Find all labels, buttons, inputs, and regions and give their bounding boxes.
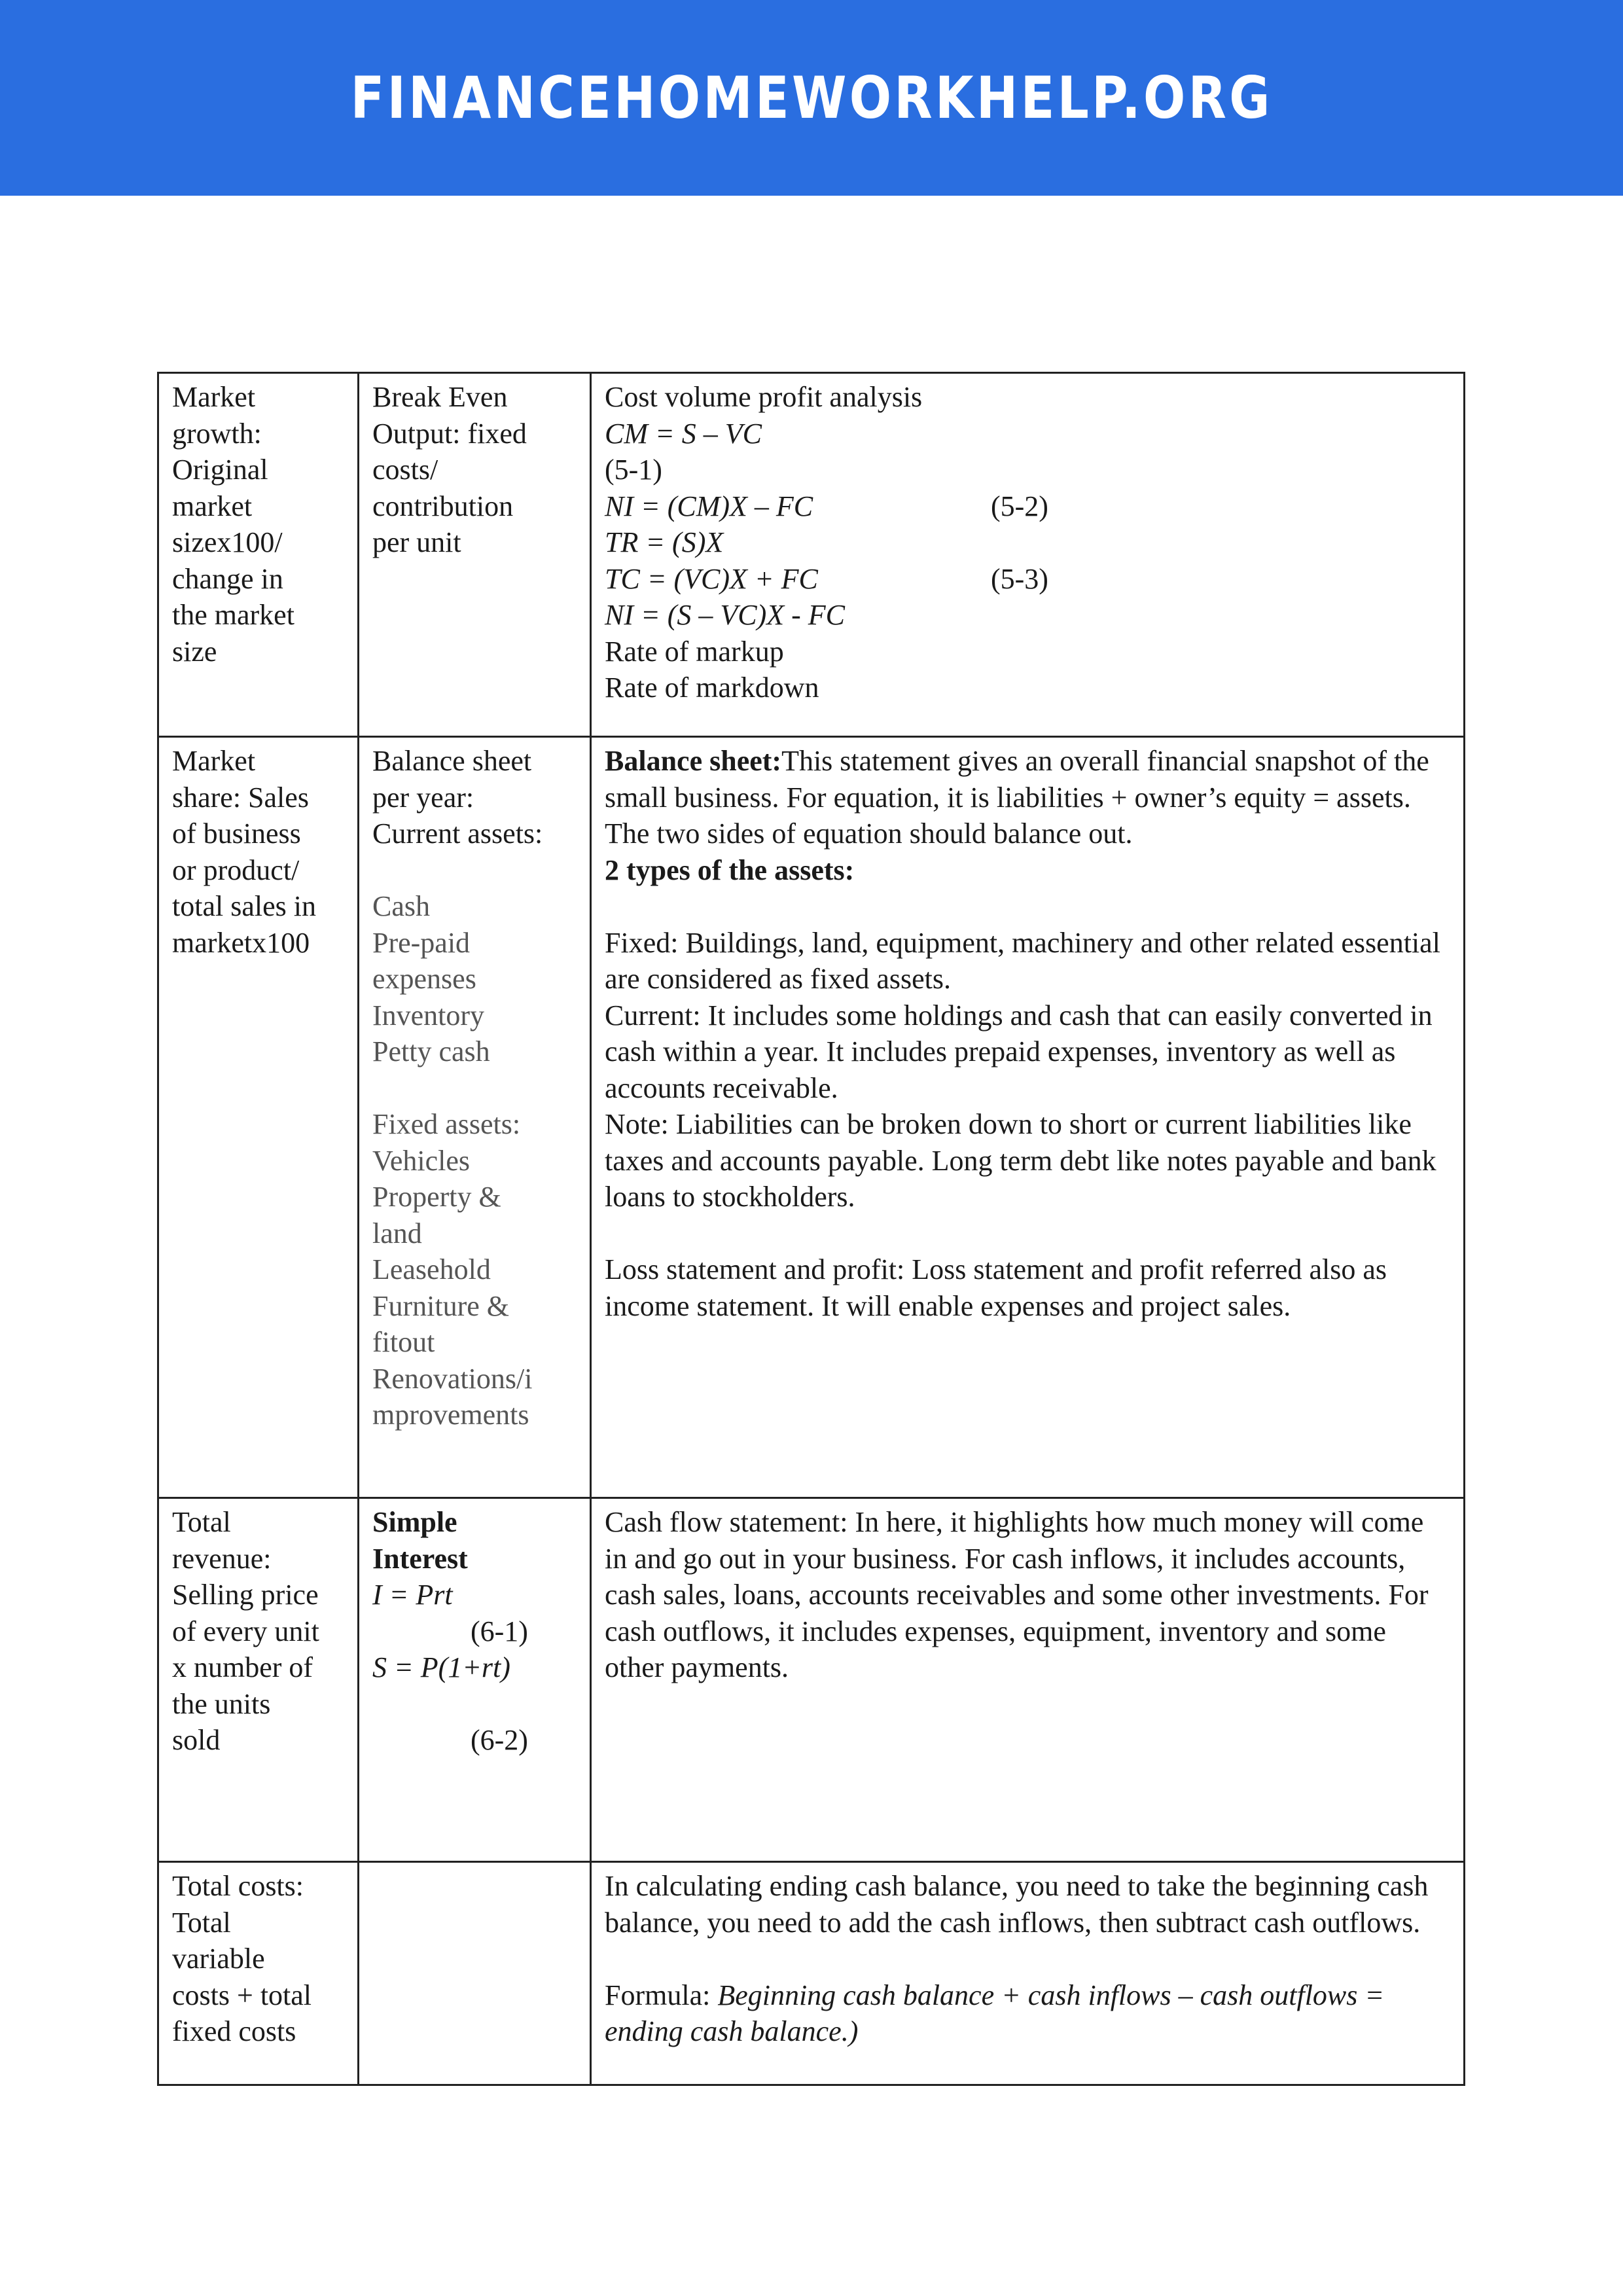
balance-sheet-paragraph [605, 743, 1450, 852]
text-line: sizex100/ [172, 526, 283, 558]
equation-row [605, 561, 1450, 598]
equation-number: (5-1) [605, 454, 662, 486]
text-line: growth: [172, 417, 262, 450]
list-item: expenses [372, 963, 476, 995]
cell-break-even [359, 373, 591, 737]
list-item: Pre-paid [372, 926, 471, 959]
table-row [158, 1498, 1465, 1862]
list-item: Renovations/i [372, 1362, 533, 1395]
equation-tr: TR = (S)X [605, 526, 724, 558]
list-item: land [372, 1217, 422, 1249]
cell-cash-flow-statement [591, 1498, 1465, 1862]
table-row [158, 1862, 1465, 2085]
text-line: costs + total [172, 1979, 312, 2011]
equation-ni: NI = (CM)X – FC [605, 490, 813, 522]
text-line: of business [172, 817, 301, 850]
cell-cost-volume-profit [591, 373, 1465, 737]
current-assets-paragraph: Current: It includes some holdings and cash that can easily converted in cash within a year. It includes prepaid expenses, inventory as well as accounts receivable. [605, 999, 1433, 1104]
text-line: per year: [372, 781, 474, 814]
cell-market-growth [158, 373, 359, 737]
equation-interest: I = Prt [372, 1579, 453, 1611]
cell-balance-sheet-list [359, 737, 591, 1498]
spacer [605, 1941, 1450, 1977]
list-item: Inventory [372, 999, 485, 1031]
asset-types-heading: 2 types of the assets: [605, 853, 855, 886]
list-item: Vehicles [372, 1144, 471, 1177]
site-title: FINANCEHOMEWORKHELP.ORG [350, 63, 1273, 132]
list-item: Cash [372, 890, 430, 922]
text-line: of every unit [172, 1615, 319, 1647]
table-row [158, 373, 1465, 737]
simple-interest-heading: Interest [372, 1542, 468, 1575]
text-line: Total [172, 1906, 231, 1939]
ending-cash-paragraph: In calculating ending cash balance, you need to take the beginning cash balance, you need to add the cash inflows, then subtract cash outflows. [605, 1870, 1429, 1939]
list-item: Petty cash [372, 1035, 490, 1067]
text-line: the market [172, 599, 294, 631]
text-line: marketx100 [172, 926, 310, 959]
formula-label: Formula: [605, 1979, 718, 2011]
equation-cm: CM = S – VC [605, 417, 762, 450]
balance-sheet-label: Balance sheet: [605, 745, 782, 777]
text-line: total sales in [172, 890, 316, 922]
equation-row [605, 488, 1450, 525]
liabilities-note-paragraph: Note: Liabilities can be broken down to short or current liabilities like taxes and accounts payable. Long term debt like notes payable and bank loans to stockholders. [605, 1108, 1436, 1213]
text-line: Output: fixed [372, 417, 527, 450]
equation-number: (5-2) [991, 490, 1048, 522]
cell-empty [359, 1862, 591, 2085]
text-line: market [172, 490, 253, 522]
spacer [372, 1070, 577, 1107]
rate-of-markup: Rate of markup [605, 635, 784, 668]
table-row [158, 737, 1465, 1498]
spacer [372, 1686, 577, 1723]
text-line: the units [172, 1687, 271, 1720]
text-line: contribution [372, 490, 514, 522]
text-line: per unit [372, 526, 461, 558]
list-item: Property & [372, 1181, 501, 1213]
text-line: Selling price [172, 1579, 319, 1611]
text-line: Total costs: [172, 1870, 304, 1902]
list-item: fitout [372, 1326, 435, 1358]
finance-formula-table [157, 372, 1465, 2086]
equation-sum: S = P(1+rt) [372, 1651, 510, 1683]
equation-tc: TC = (VC)X + FC [605, 562, 818, 595]
simple-interest-heading: Simple [372, 1506, 457, 1538]
equation-number: (5-3) [991, 562, 1048, 595]
fixed-assets-paragraph: Fixed: Buildings, land, equipment, machinery and other related essential are considered as fixed assets. [605, 926, 1440, 995]
list-item: Furniture & [372, 1289, 509, 1322]
text-line: change in [172, 562, 283, 595]
list-item: Fixed assets: [372, 1108, 521, 1140]
cell-ending-cash-balance [591, 1862, 1465, 2085]
cell-market-share [158, 737, 359, 1498]
spacer [372, 852, 577, 889]
text-line: Original [172, 454, 268, 486]
text-line: Current assets: [372, 817, 543, 850]
rate-of-markdown: Rate of markdown [605, 672, 819, 704]
text-line: revenue: [172, 1542, 272, 1575]
text-line: Market [172, 745, 256, 777]
equation-ni-2: NI = (S – VC)X - FC [605, 599, 845, 631]
text-line: or product/ [172, 853, 300, 886]
text-line: fixed costs [172, 2015, 296, 2047]
spacer [605, 888, 1450, 925]
cvp-title: Cost volume profit analysis [605, 381, 923, 413]
cell-total-costs [158, 1862, 359, 2085]
text-line: costs/ [372, 454, 438, 486]
equation-number: (6-2) [471, 1724, 528, 1756]
list-item: mprovements [372, 1399, 529, 1431]
text-line: size [172, 635, 217, 668]
text-line: sold [172, 1724, 221, 1756]
formula-paragraph [605, 1977, 1450, 2050]
text-line: Total [172, 1506, 231, 1538]
cash-flow-paragraph: Cash flow statement: In here, it highlights how much money will come in and go out in your business. For cash inflows, it includes accounts, cash sales, loans, accounts receivables and some other investments. For cash outflows, it includes expenses, equipment, inventory and some other payments. [605, 1506, 1429, 1683]
text-line: Balance sheet [372, 745, 532, 777]
cell-balance-sheet-description [591, 737, 1465, 1498]
cell-simple-interest [359, 1498, 591, 1862]
equation-number: (6-1) [471, 1615, 528, 1647]
text-line: x number of [172, 1651, 313, 1683]
text-line: Market [172, 381, 256, 413]
text-line: variable [172, 1943, 265, 1975]
balance-sheet-text: This statement gives an overall financial snapshot of the small business. For equation, it is liabilities + owner’s equity = assets. The two sides of equation should balance out. [605, 745, 1429, 850]
text-line: Break Even [372, 381, 508, 413]
text-line: share: Sales [172, 781, 309, 814]
list-item: Leasehold [372, 1253, 491, 1285]
site-header-banner [0, 0, 1623, 196]
income-statement-paragraph: Loss statement and profit: Loss statement and profit referred also as income statement. It will enable expenses and project sales. [605, 1253, 1387, 1322]
spacer [605, 1215, 1450, 1252]
formula-text: Beginning cash balance + cash inflows – cash outflows = ending cash balance.) [605, 1979, 1385, 2047]
cell-total-revenue [158, 1498, 359, 1862]
